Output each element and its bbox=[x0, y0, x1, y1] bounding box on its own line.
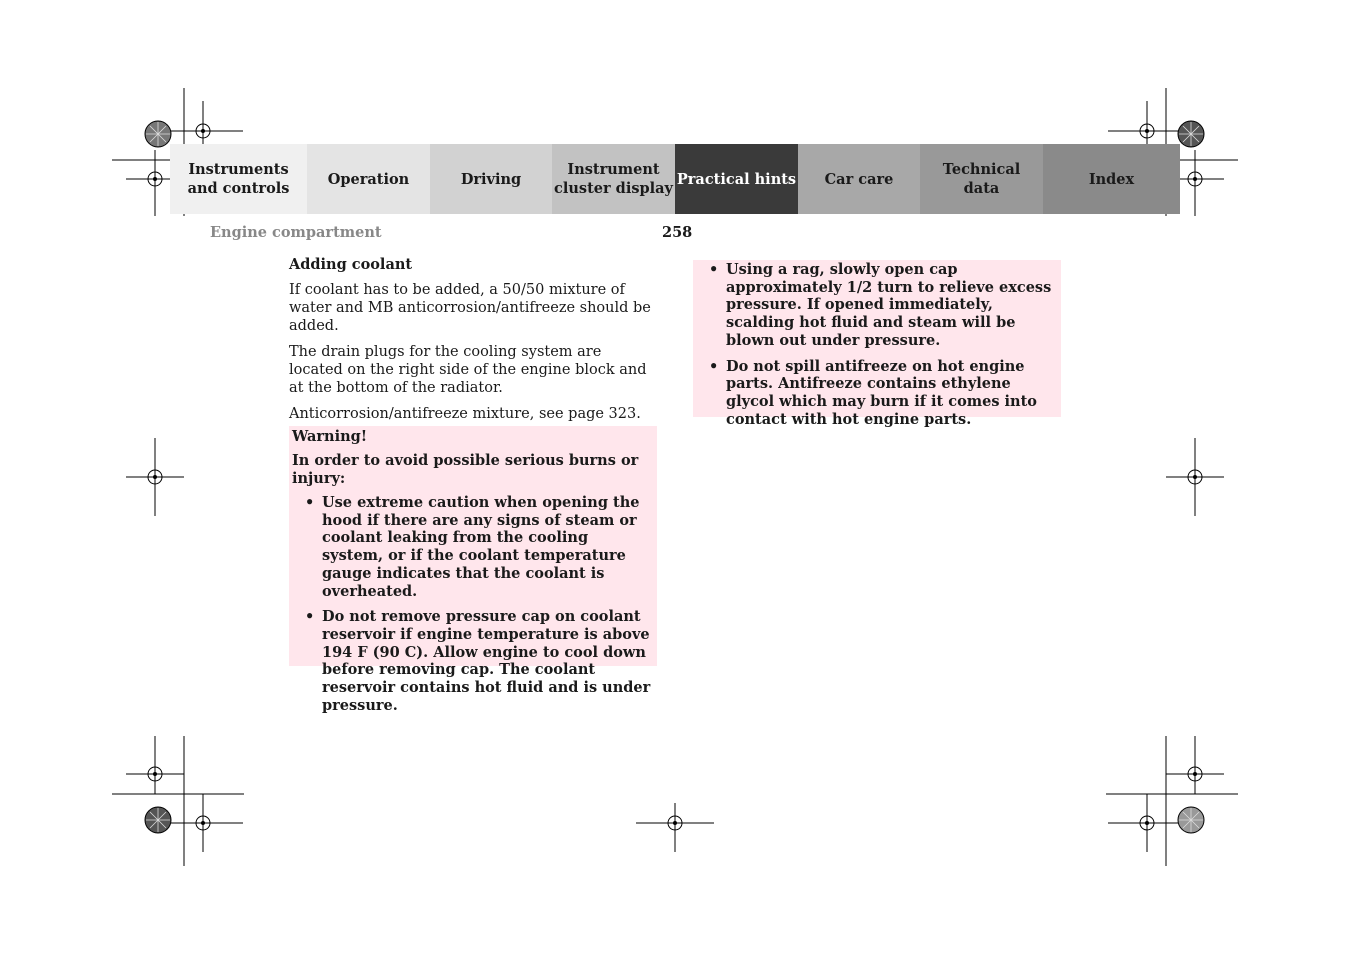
section-heading: Adding coolant bbox=[289, 256, 413, 273]
warning-list bbox=[292, 494, 651, 714]
list-item-text: Using a rag, slowly open cap approximately 1/2 turn to relieve excess pressure. If opened immediately, scalding hot fluid and steam will be blown out under pressure. bbox=[726, 261, 1052, 349]
tab-instrument-cluster-display[interactable]: Instrument cluster display bbox=[552, 144, 675, 214]
section-title: Engine compartment bbox=[210, 224, 382, 241]
paragraph: If coolant has to be added, a 50/50 mixture of water and MB anticorrosion/antifreeze should be added. bbox=[289, 282, 651, 334]
tab-operation[interactable]: Operation bbox=[307, 144, 430, 214]
tab-instruments-and-controls[interactable]: Instruments and controls bbox=[170, 144, 307, 214]
list-item-text: Do not remove pressure cap on coolant reservoir if engine temperature is above 194 F (90 C). Allow engine to cool down before removing cap. The coolant reservoir contains hot fluid and is under pressure. bbox=[322, 608, 651, 714]
list-item: • Do not spill antifreeze on hot engine parts. Antifreeze contains ethylene glycol which may burn if it comes into contact with hot engine parts. bbox=[709, 357, 1037, 428]
list-item: • Use extreme caution when opening the hood if there are any signs of steam or coolant leaking from the cooling system, or if the coolant temperature gauge indicates that the coolant is overheated. bbox=[305, 494, 640, 600]
tab-index[interactable]: Index bbox=[1043, 144, 1180, 214]
warning-intro: In order to avoid possible serious burns or injury: bbox=[292, 452, 639, 487]
chapter-tabs bbox=[170, 144, 1180, 214]
paragraph: The drain plugs for the cooling system are located on the right side of the engine block and at the bottom of the radiator. bbox=[289, 344, 647, 396]
warning-title: Warning! bbox=[292, 428, 368, 445]
list-item: • Using a rag, slowly open cap approximately 1/2 turn to relieve excess pressure. If opened immediately, scalding hot fluid and steam will be blown out under pressure. bbox=[709, 261, 1052, 349]
warning-box-continued bbox=[693, 260, 1061, 428]
warning-box bbox=[289, 426, 657, 714]
tab-car-care[interactable]: Car care bbox=[798, 144, 920, 214]
list-item-text: Use extreme caution when opening the hood if there are any signs of steam or coolant leaking from the cooling system, or if the coolant temperature gauge indicates that the coolant is overheated. bbox=[322, 494, 640, 600]
warning-list bbox=[693, 261, 1055, 428]
tab-practical-hints[interactable]: Practical hints bbox=[675, 144, 798, 214]
page-number: 258 bbox=[662, 224, 693, 241]
tab-driving[interactable]: Driving bbox=[430, 144, 552, 214]
paragraph: Anticorrosion/antifreeze mixture, see page 323. bbox=[289, 406, 641, 422]
content-left-column bbox=[289, 256, 659, 431]
list-item-text: Do not spill antifreeze on hot engine parts. Antifreeze contains ethylene glycol which may burn if it comes into contact with hot engine parts. bbox=[726, 357, 1037, 428]
list-item: • Do not remove pressure cap on coolant reservoir if engine temperature is above 194 F (90 C). Allow engine to cool down before removing cap. The coolant reservoir contains hot fluid and is under pressure. bbox=[305, 608, 651, 714]
tab-technical-data[interactable]: Technical data bbox=[920, 144, 1043, 214]
